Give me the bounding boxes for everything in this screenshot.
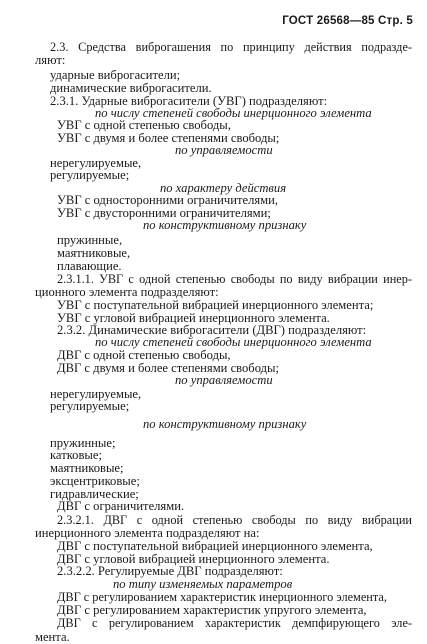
text-line: УВГ с угловой вибрацией инерционного элемента. xyxy=(57,311,330,325)
text-line: нерегулируемые, xyxy=(50,156,142,170)
text-line: 2.3.1. Ударные виброгасители (УВГ) подразделяют: xyxy=(50,94,328,108)
text-line: маятниковые; xyxy=(50,461,124,475)
text-line: эксцентриковые; xyxy=(50,474,140,488)
text-line: плавающие. xyxy=(57,259,122,273)
text-line: УВГ с двумя и более степенями свободы; xyxy=(57,131,280,145)
text-line: 2.3.2.2. Регулируемые ДВГ подразделяют: xyxy=(57,564,283,578)
text-line: 2.3. Средства виброгашения по принципу действия подразде- xyxy=(50,40,412,54)
text-line: ляют: xyxy=(35,53,66,67)
text-line: регулируемые; xyxy=(50,168,130,182)
text-line: инерционного элемента подразделяют на: xyxy=(35,526,260,540)
text-line: УВГ с двусторонними ограничителями; xyxy=(57,206,271,220)
text-line: УВГ с поступательной вибрацией инерционного элемента; xyxy=(57,298,374,312)
text-line: ДВГ с ограничителями. xyxy=(57,499,185,513)
subheading: по конструктивному признаку xyxy=(143,417,307,431)
text-line: регулируемые; xyxy=(50,399,130,413)
text-line: УВГ с одной степенью свободы, xyxy=(57,118,231,132)
subheading: по числу степеней свободы инерционного элемента xyxy=(95,335,372,349)
subheading: по управляемости xyxy=(175,373,273,387)
page-number: Стр. 5 xyxy=(378,15,413,27)
text-line: ДВГ с регулированием характеристик инерционного элемента, xyxy=(57,590,387,604)
text-line: УВГ с односторонними ограничителями, xyxy=(57,193,278,207)
text-line: 2.3.2. Динамические виброгасители (ДВГ) подразделяют: xyxy=(57,323,367,337)
text-line: ДВГ с угловой вибрацией инерционного элемента. xyxy=(57,552,330,566)
text-line: пружинные; xyxy=(50,436,116,450)
subheading: по числу степеней свободы инерционного элемента xyxy=(95,106,372,120)
text-line: гидравлические; xyxy=(50,487,139,501)
text-line: ДВГ с одной степенью свободы, xyxy=(57,348,231,362)
text-line: динамические виброгасители. xyxy=(50,81,212,95)
text-line: ДВГ с регулированием характеристик демпфирующего эле- xyxy=(57,616,412,630)
text-line: катковые; xyxy=(50,448,102,462)
text-line: ДВГ с двумя и более степенями свободы; xyxy=(57,361,280,375)
subheading: по управляемости xyxy=(175,143,273,157)
page-header xyxy=(282,15,413,27)
standard-number: ГОСТ 26568—85 xyxy=(282,15,375,27)
text-line: нерегулируемые, xyxy=(50,387,142,401)
subheading: по характеру действия xyxy=(160,181,287,195)
text-line: ДВГ с поступательной вибрацией инерционного элемента, xyxy=(57,539,373,553)
text-line: ударные виброгасители; xyxy=(50,68,181,82)
text-line: пружинные, xyxy=(57,233,123,247)
text-line: ционного элемента подразделяют: xyxy=(35,285,219,299)
subheading: по типу изменяемых параметров xyxy=(113,577,293,591)
subheading: по конструктивному признаку xyxy=(143,218,307,232)
text-line: ДВГ с регулированием характеристик упругого элемента, xyxy=(57,603,367,617)
text-line: 2.3.1.1. УВГ с одной степенью свободы по виду вибрации инер- xyxy=(57,272,412,286)
text-line: 2.3.2.1. ДВГ с одной степенью свободы по виду вибрации xyxy=(57,513,412,527)
text-line: мента. xyxy=(35,630,70,644)
text-line: маятниковые, xyxy=(57,246,131,260)
